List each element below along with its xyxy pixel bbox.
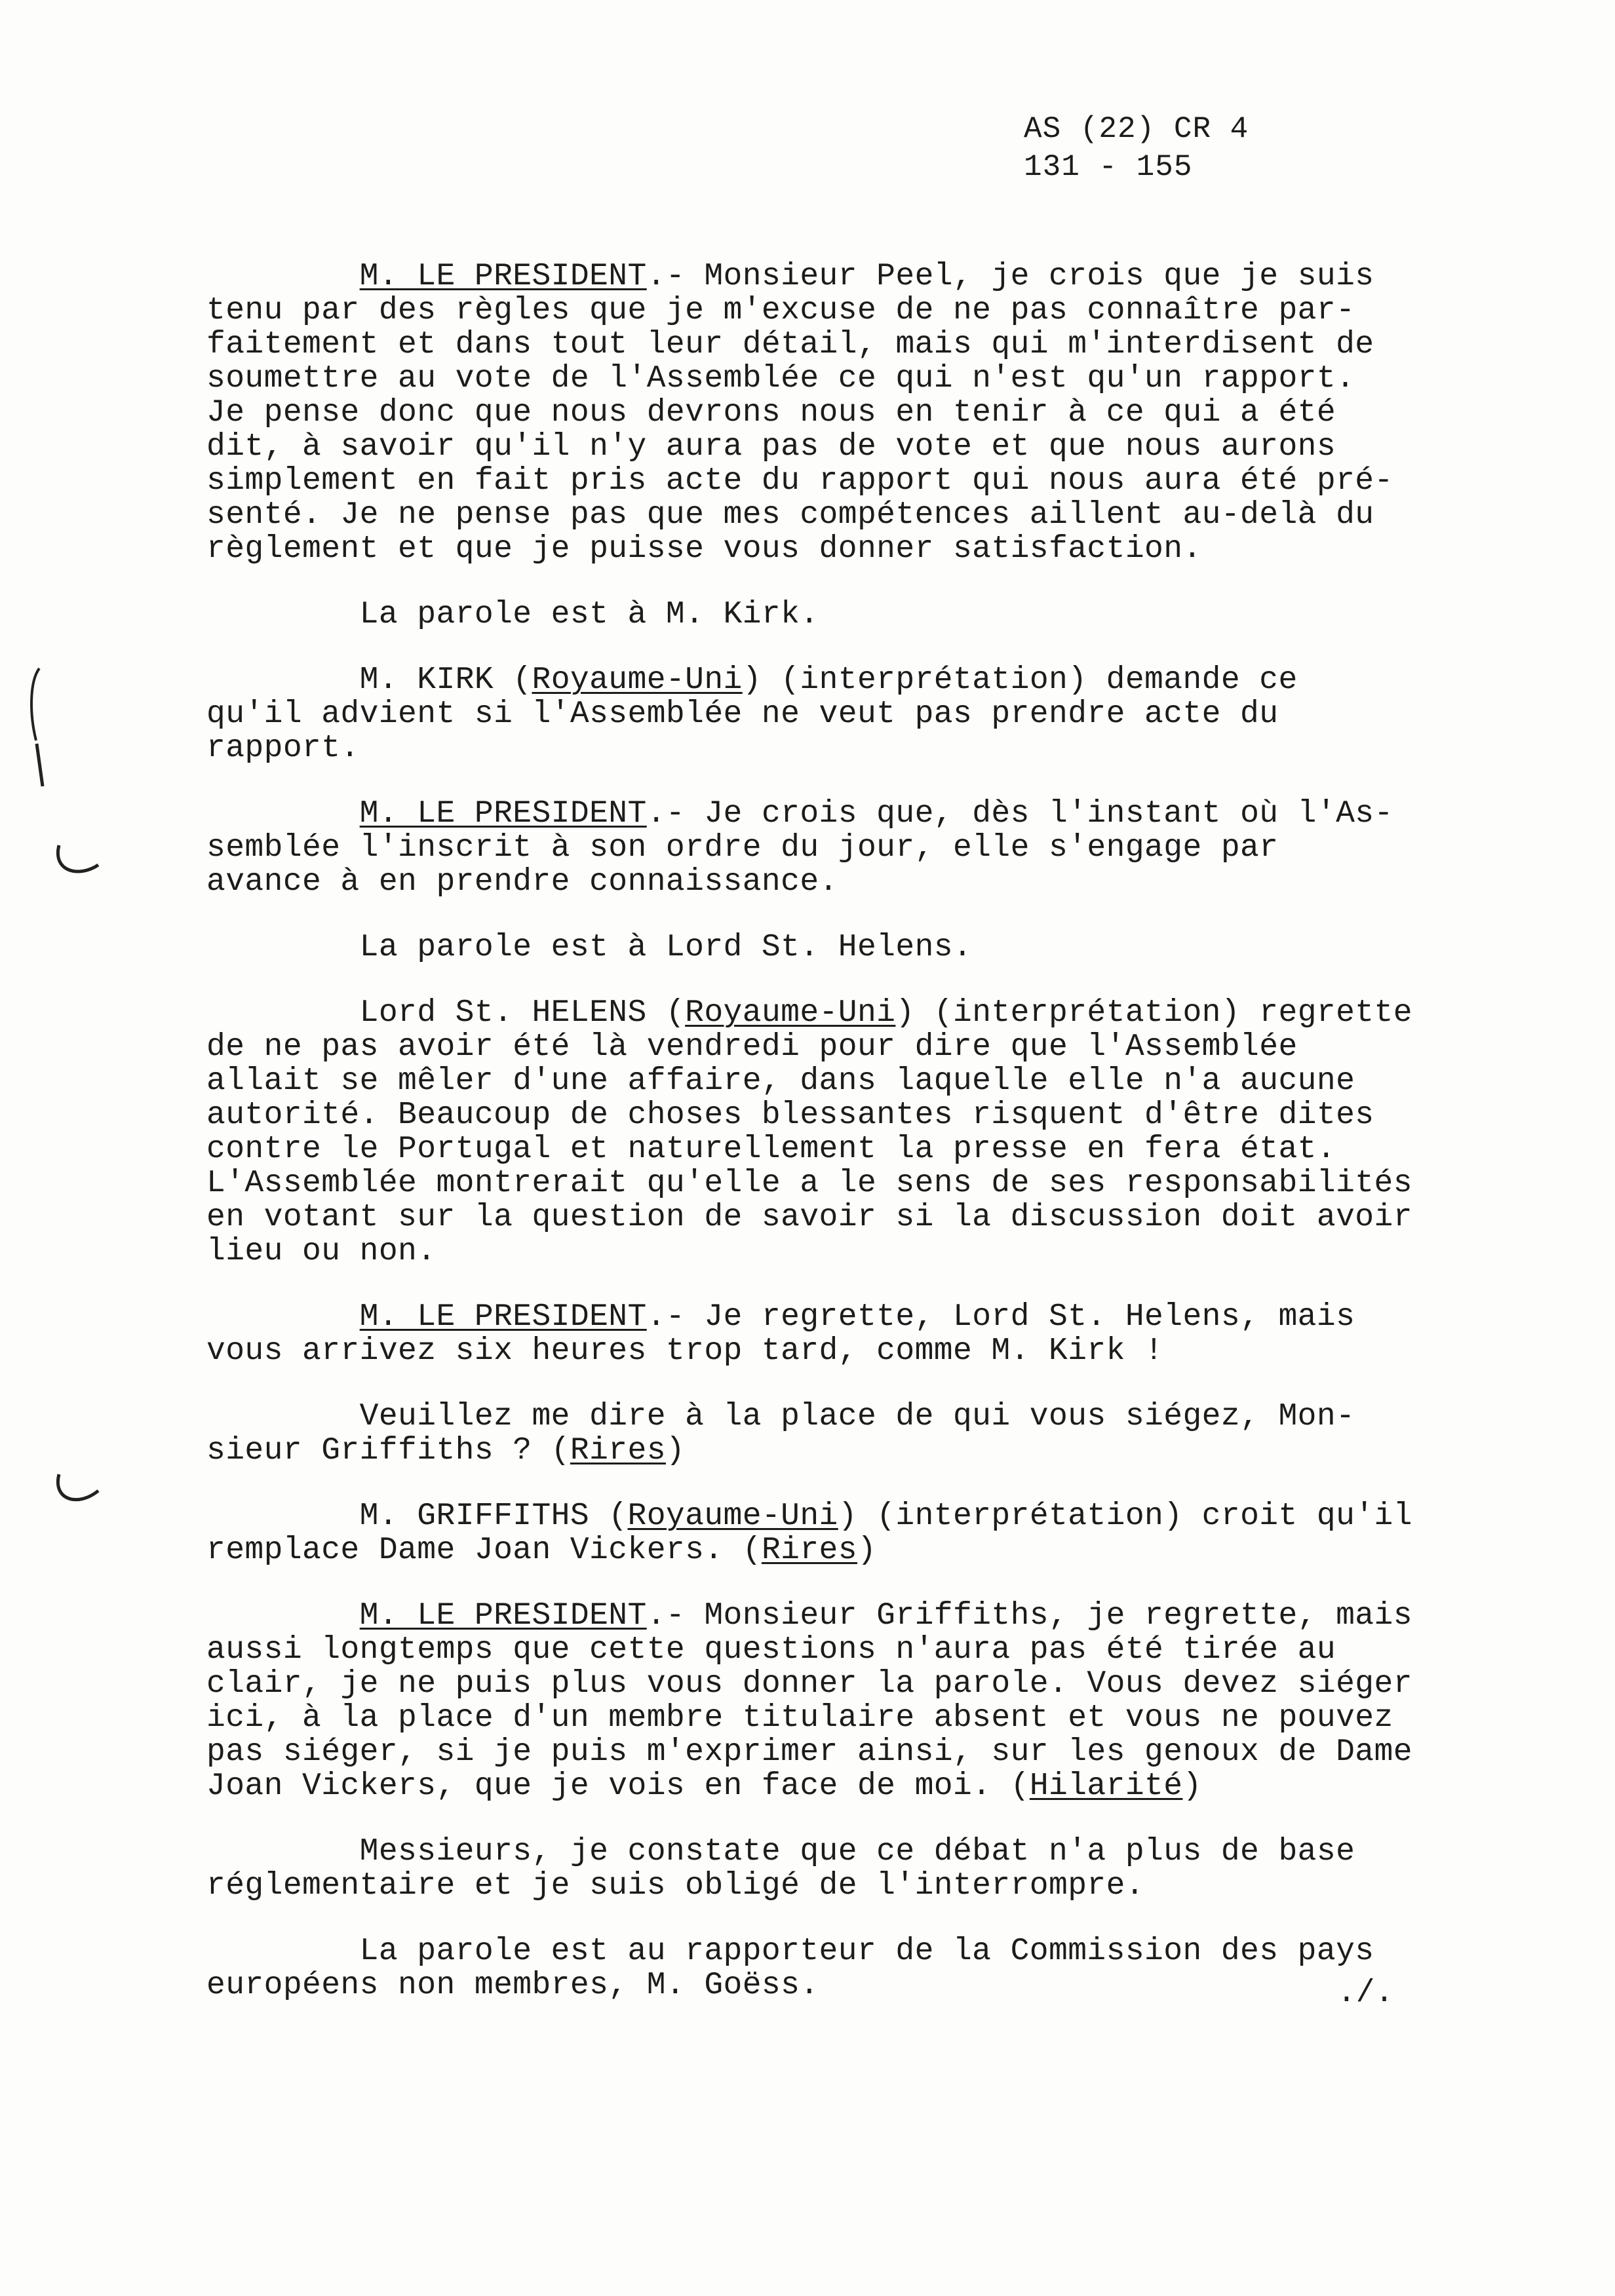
text-run: L'Assemblée montrerait qu'elle a le sens de ses responsabilités	[206, 1166, 1412, 1201]
transcript-body	[206, 259, 1452, 2034]
text-run: senté. Je ne pense pas que mes compétences aillent au-delà du	[206, 497, 1374, 533]
text-line	[206, 1869, 1452, 1903]
text-run: .- Je crois que, dès l'instant où l'As-	[646, 796, 1393, 832]
speaker-name: M. LE PRESIDENT	[359, 1299, 647, 1335]
text-run: aussi longtemps que cette questions n'aura pas été tirée au	[206, 1632, 1336, 1668]
speaker-name: M. LE PRESIDENT	[359, 259, 647, 294]
text-line	[206, 396, 1452, 430]
text-line	[206, 930, 1452, 965]
text-run: M. GRIFFITHS (	[206, 1499, 628, 1534]
text-run: .- Monsieur Peel, je crois que je suis	[646, 259, 1374, 294]
text-line	[206, 532, 1452, 566]
paragraph	[206, 1934, 1452, 2002]
text-line	[206, 1633, 1452, 1667]
text-line	[206, 1064, 1452, 1098]
text-line	[206, 1533, 1452, 1567]
text-run: en votant sur la question de savoir si la discussion doit avoir	[206, 1200, 1412, 1235]
paragraph	[206, 1499, 1452, 1567]
text-line	[206, 1599, 1452, 1633]
paragraph	[206, 1599, 1452, 1803]
text-line	[206, 259, 1452, 294]
text-line	[206, 1499, 1452, 1533]
text-run: semblée l'inscrit à son ordre du jour, elle s'engage par	[206, 830, 1279, 866]
text-line	[206, 1098, 1452, 1132]
margin-pencil-marks	[13, 655, 118, 1704]
text-line	[206, 1166, 1452, 1200]
text-line	[206, 498, 1452, 532]
text-line	[206, 1234, 1452, 1269]
text-line	[206, 697, 1452, 731]
speaker-name: M. LE PRESIDENT	[359, 796, 647, 832]
underlined-text: Rires	[570, 1433, 666, 1468]
speaker-name: M. LE PRESIDENT	[359, 1598, 647, 1634]
text-line	[206, 1835, 1452, 1869]
text-run	[206, 796, 360, 832]
text-run: )	[857, 1533, 877, 1568]
text-line	[206, 996, 1452, 1030]
text-run: vous arrivez six heures trop tard, comme M. Kirk !	[206, 1333, 1164, 1369]
text-run: règlement et que je puisse vous donner satisfaction.	[206, 531, 1202, 567]
text-run: allait se mêler d'une affaire, dans laquelle elle n'a aucune	[206, 1063, 1355, 1099]
text-run: .- Je regrette, Lord St. Helens, mais	[646, 1299, 1355, 1335]
text-line	[206, 1030, 1452, 1064]
text-run: Lord St. HELENS (	[206, 995, 686, 1031]
text-run: M. KIRK (	[206, 662, 532, 698]
text-run: La parole est au rapporteur de la Commission des pays	[206, 1934, 1374, 1969]
text-run: avance à en prendre connaissance.	[206, 864, 838, 900]
text-run: soumettre au vote de l'Assemblée ce qui n'est qu'un rapport.	[206, 361, 1355, 396]
text-line	[206, 464, 1452, 498]
text-line	[206, 1968, 1452, 2002]
paragraph	[206, 1400, 1452, 1468]
text-run: clair, je ne puis plus vous donner la parole. Vous devez siéger	[206, 1666, 1412, 1702]
paragraph	[206, 259, 1452, 566]
text-run: autorité. Beaucoup de choses blessantes risquent d'être dites	[206, 1098, 1374, 1133]
text-run	[206, 1598, 360, 1634]
text-run: ) (interprétation) regrette	[895, 995, 1412, 1031]
text-run: Joan Vickers, que je vois en face de moi. (	[206, 1769, 1030, 1804]
text-run: ) (interprétation) croit qu'il	[838, 1499, 1412, 1534]
text-line	[206, 731, 1452, 765]
text-line	[206, 430, 1452, 464]
document-header	[1024, 110, 1249, 186]
text-line	[206, 1434, 1452, 1468]
text-run: remplace Dame Joan Vickers. (	[206, 1533, 762, 1568]
text-line	[206, 598, 1452, 632]
paragraph	[206, 930, 1452, 965]
text-run: )	[665, 1433, 686, 1468]
text-line	[206, 1701, 1452, 1735]
text-run: réglementaire et je suis obligé de l'interrompre.	[206, 1868, 1145, 1904]
text-run: qu'il advient si l'Assemblée ne veut pas prendre acte du	[206, 697, 1279, 732]
underlined-text: Royaume-Uni	[627, 1499, 838, 1534]
underlined-text: Hilarité	[1029, 1769, 1183, 1804]
paragraph	[206, 1300, 1452, 1368]
text-line	[206, 1400, 1452, 1434]
text-run: pas siéger, si je puis m'exprimer ainsi, sur les genoux de Dame	[206, 1734, 1412, 1770]
text-run	[206, 259, 360, 294]
text-run: La parole est à M. Kirk.	[206, 597, 819, 632]
text-line	[206, 663, 1452, 697]
paragraph	[206, 996, 1452, 1269]
underlined-text: Royaume-Uni	[532, 662, 743, 698]
text-run: )	[1182, 1769, 1202, 1804]
text-run: dit, à savoir qu'il n'y aura pas de vote et que nous aurons	[206, 429, 1336, 465]
paragraph	[206, 663, 1452, 765]
text-line	[206, 1132, 1452, 1166]
text-run: ) (interprétation) demande ce	[742, 662, 1298, 698]
text-run: .- Monsieur Griffiths, je regrette, mais	[646, 1598, 1412, 1634]
text-run: Je pense donc que nous devrons nous en tenir à ce qui a été	[206, 395, 1336, 430]
text-line	[206, 1200, 1452, 1234]
paragraph	[206, 1835, 1452, 1903]
text-run: simplement en fait pris acte du rapport qui nous aura été pré-	[206, 463, 1393, 499]
text-run: Messieurs, je constate que ce débat n'a plus de base	[206, 1834, 1355, 1869]
underlined-text: Rires	[761, 1533, 857, 1568]
paragraph	[206, 797, 1452, 899]
page-range: 131 - 155	[1024, 150, 1193, 184]
text-line	[206, 1735, 1452, 1769]
text-line	[206, 362, 1452, 396]
text-line	[206, 328, 1452, 362]
text-line	[206, 1667, 1452, 1701]
text-run: rapport.	[206, 731, 360, 766]
text-run: ici, à la place d'un membre titulaire absent et vous ne pouvez	[206, 1700, 1393, 1736]
continuation-mark: ./.	[1337, 1976, 1394, 2011]
text-run: sieur Griffiths ? (	[206, 1433, 570, 1468]
text-run	[206, 1299, 360, 1335]
text-run: tenu par des règles que je m'excuse de ne pas connaître par-	[206, 293, 1355, 328]
text-line	[206, 1769, 1452, 1803]
text-run: faitement et dans tout leur détail, mais qui m'interdisent de	[206, 327, 1374, 362]
underlined-text: Royaume-Uni	[685, 995, 896, 1031]
text-line	[206, 831, 1452, 865]
text-run: contre le Portugal et naturellement la presse en fera état.	[206, 1132, 1336, 1167]
text-run: européens non membres, M. Goëss.	[206, 1968, 819, 2003]
document-reference: AS (22) CR 4	[1024, 112, 1249, 146]
text-line	[206, 865, 1452, 899]
paragraph	[206, 598, 1452, 632]
text-line	[206, 1300, 1452, 1334]
text-run: lieu ou non.	[206, 1234, 437, 1269]
text-run: de ne pas avoir été là vendredi pour dire que l'Assemblée	[206, 1029, 1298, 1065]
text-line	[206, 797, 1452, 831]
text-line	[206, 1334, 1452, 1368]
text-run: Veuillez me dire à la place de qui vous siégez, Mon-	[206, 1399, 1355, 1434]
text-line	[206, 294, 1452, 328]
text-line	[206, 1934, 1452, 1968]
text-run: La parole est à Lord St. Helens.	[206, 930, 973, 965]
